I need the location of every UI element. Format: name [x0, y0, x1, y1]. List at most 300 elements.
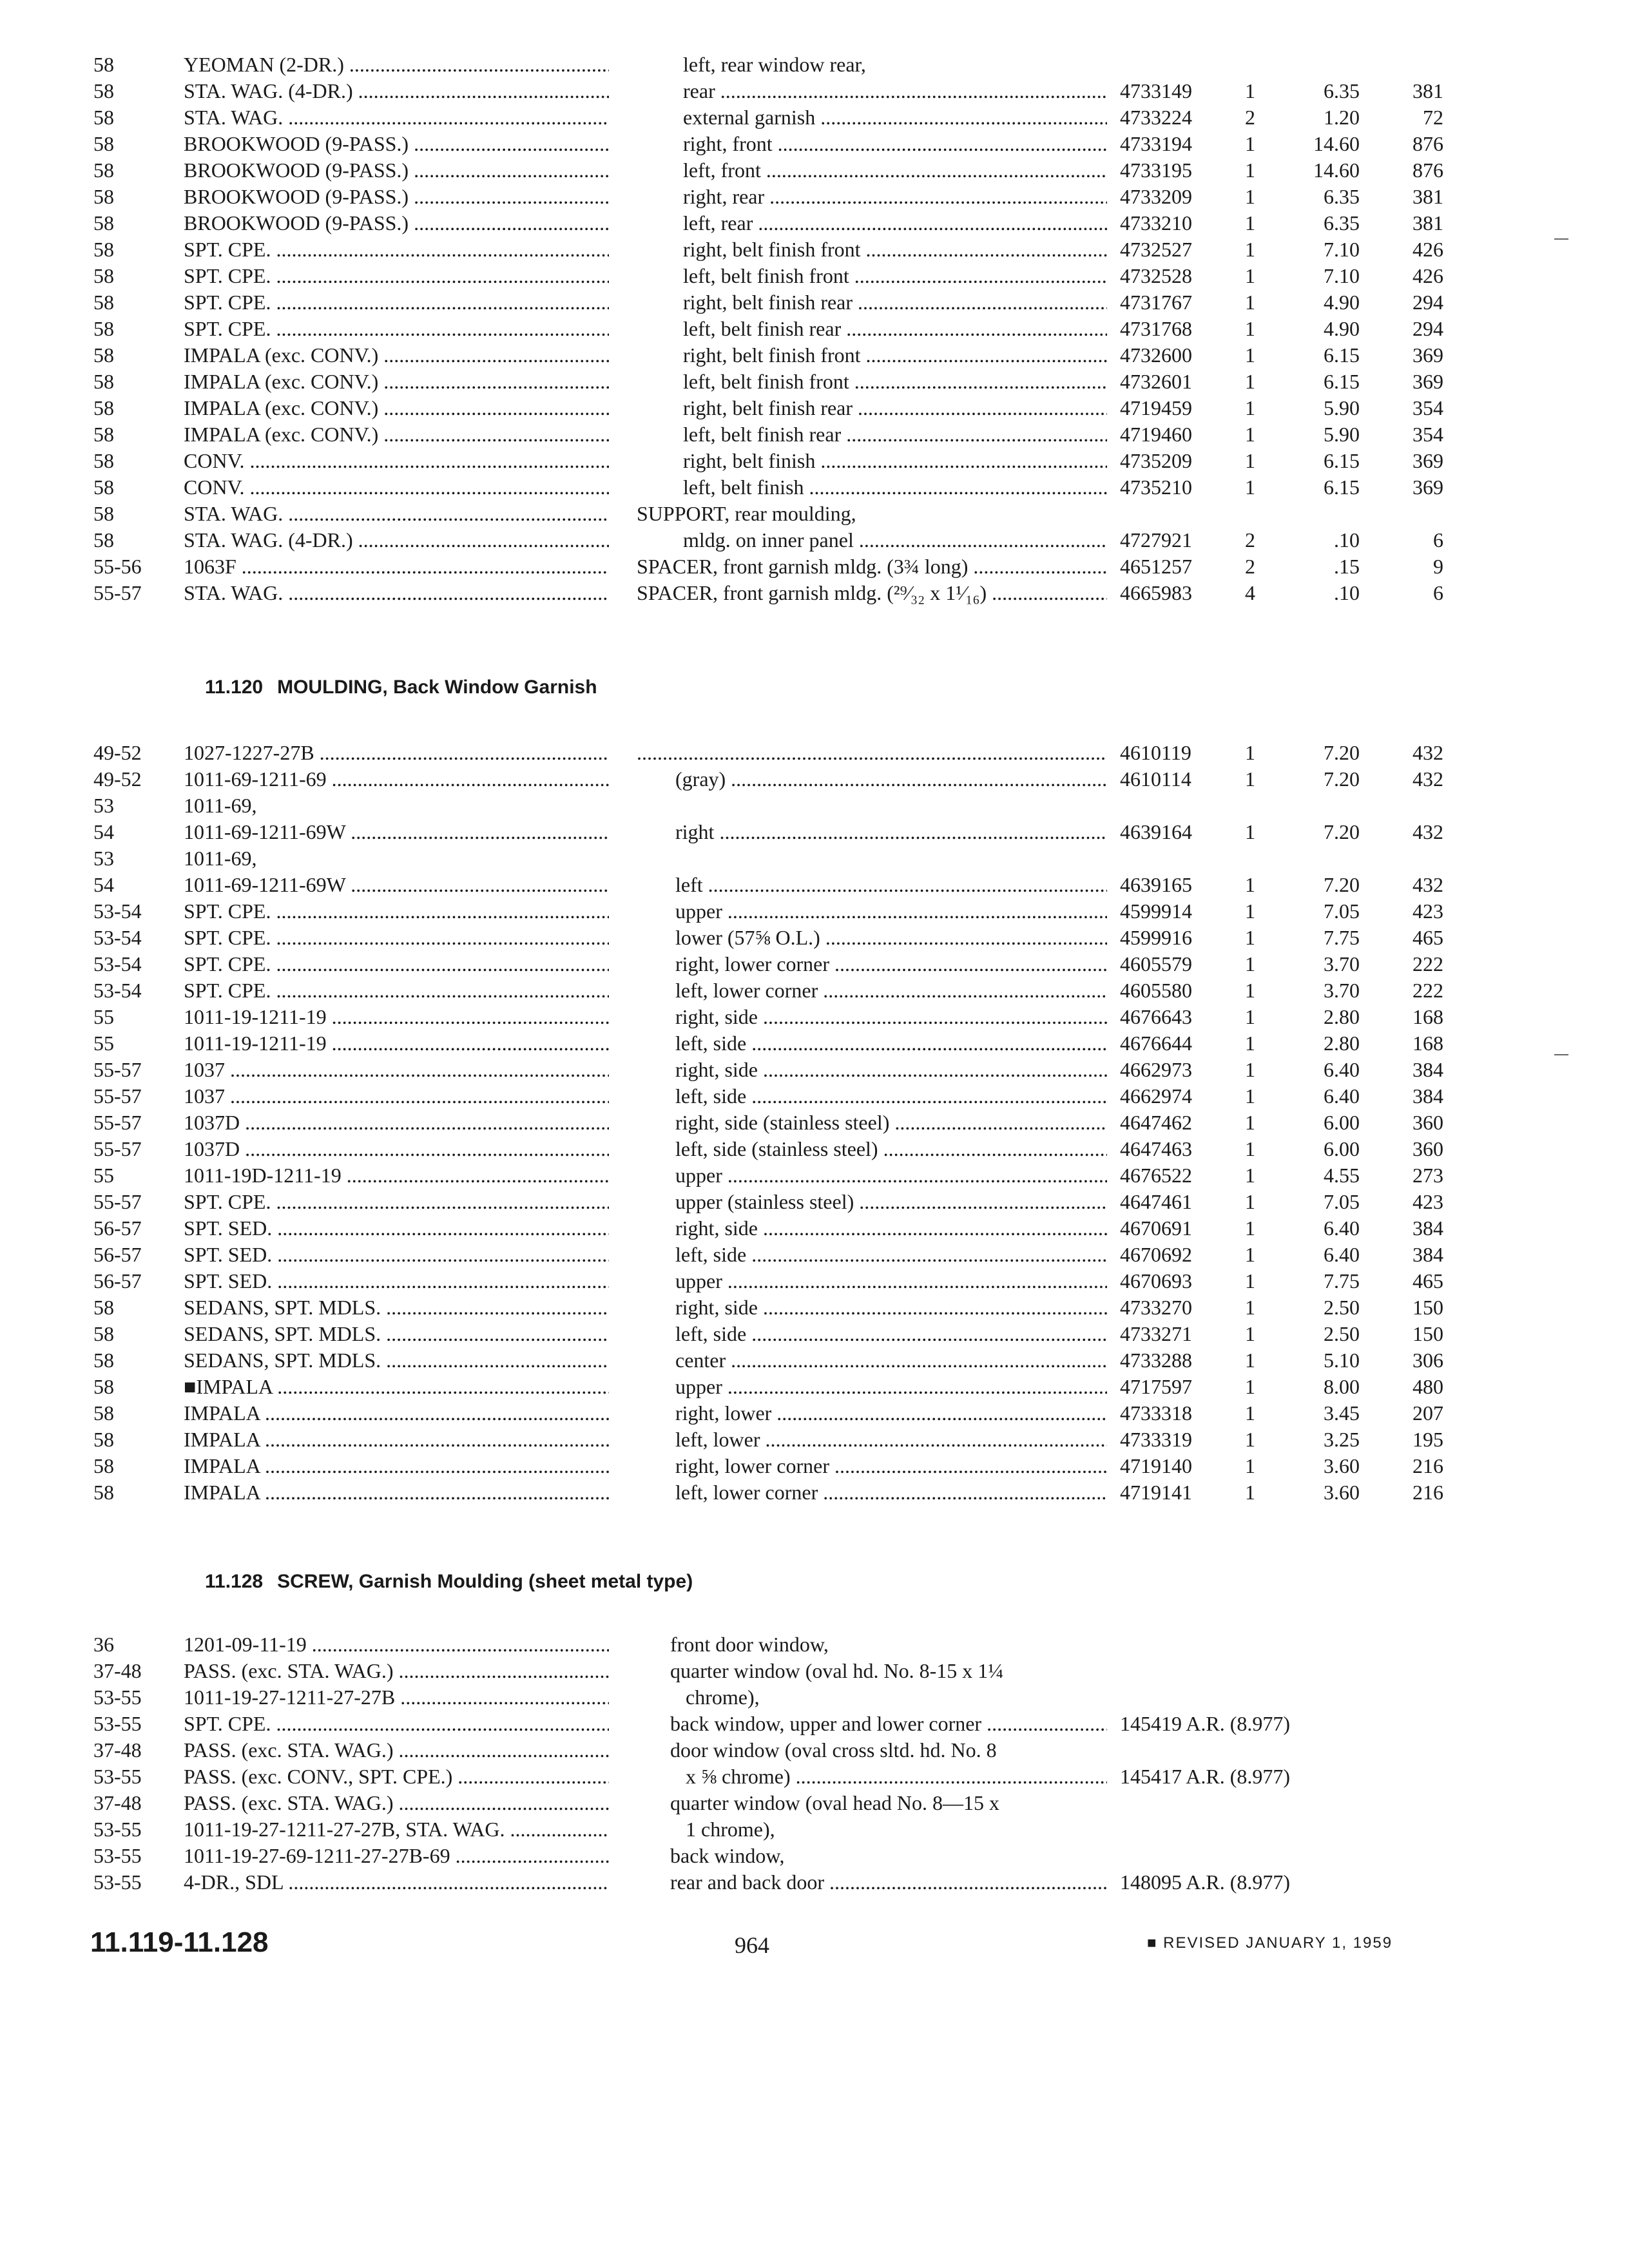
- list-cell: 222: [1412, 952, 1443, 975]
- quantity-cell: 1: [1245, 396, 1255, 419]
- list-cell: 432: [1412, 820, 1443, 843]
- model-cell: PASS. (exc. STA. WAG.) .....: [184, 1736, 609, 1764]
- year-cell: 58: [93, 132, 114, 155]
- year-cell: 55: [93, 1005, 114, 1028]
- list-cell: 384: [1412, 1058, 1443, 1081]
- ref-cell: 148095 A.R. (8.977): [1120, 1870, 1290, 1894]
- price-cell: 1.20: [1324, 106, 1360, 129]
- description-cell: right, side .....: [675, 1003, 1107, 1031]
- table-row: [0, 1868, 1629, 1896]
- quantity-cell: 1: [1245, 343, 1255, 367]
- year-cell: 58: [93, 528, 114, 552]
- price-cell: 3.25: [1324, 1428, 1360, 1451]
- quantity-cell: 4: [1245, 581, 1255, 604]
- price-cell: 5.90: [1324, 396, 1360, 419]
- table-row: [0, 1293, 1629, 1321]
- year-cell: 54: [93, 873, 114, 896]
- model-cell: STA. WAG. .....: [184, 579, 609, 607]
- part-number-cell: 4639165: [1120, 873, 1192, 896]
- quantity-cell: 1: [1245, 1164, 1255, 1187]
- price-cell: 7.20: [1324, 820, 1360, 843]
- list-cell: 195: [1412, 1428, 1443, 1451]
- model-cell: IMPALA .....: [184, 1478, 609, 1506]
- price-cell: 5.90: [1324, 423, 1360, 446]
- price-cell: 2.80: [1324, 1005, 1360, 1028]
- year-cell: 55-57: [93, 1084, 142, 1108]
- part-number-cell: 4670692: [1120, 1243, 1192, 1266]
- description-cell: right, front .....: [683, 130, 1107, 158]
- price-cell: 6.35: [1324, 211, 1360, 235]
- price-cell: .10: [1334, 528, 1360, 552]
- part-number-cell: 4732601: [1120, 370, 1192, 393]
- price-cell: 7.05: [1324, 899, 1360, 923]
- description-cell: upper .....: [675, 897, 1107, 925]
- description-cell: 1 chrome),: [686, 1818, 775, 1841]
- list-cell: 465: [1412, 1269, 1443, 1293]
- table-row: [0, 1082, 1629, 1110]
- model-cell: SPT. SED. .....: [184, 1214, 609, 1242]
- price-cell: 7.20: [1324, 767, 1360, 791]
- part-number-cell: 4719141: [1120, 1481, 1192, 1504]
- price-cell: 5.10: [1324, 1349, 1360, 1372]
- table-row: [0, 156, 1629, 184]
- table-row: [0, 235, 1629, 264]
- model-cell: 1011-69,: [184, 794, 257, 817]
- table-row: [0, 897, 1629, 925]
- table-row: [0, 1267, 1629, 1295]
- part-number-cell: 4733149: [1120, 79, 1192, 102]
- list-cell: 432: [1412, 873, 1443, 896]
- price-cell: 6.35: [1324, 185, 1360, 208]
- price-cell: 3.70: [1324, 979, 1360, 1002]
- section-heading-11-128: [205, 1571, 693, 1593]
- description-cell: right, lower corner .....: [675, 950, 1107, 978]
- year-cell: 53-54: [93, 979, 142, 1002]
- price-cell: 7.10: [1324, 264, 1360, 287]
- part-number-cell: 4605580: [1120, 979, 1192, 1002]
- table-row: [0, 288, 1629, 316]
- model-cell: 1011-19D-1211-19 .....: [184, 1161, 609, 1189]
- description-cell: mldg. on inner panel .....: [683, 526, 1107, 554]
- model-cell: PASS. (exc. CONV., SPT. CPE.) .....: [184, 1762, 609, 1791]
- table-row: [0, 1841, 1629, 1870]
- price-cell: 6.40: [1324, 1058, 1360, 1081]
- description-cell: left, lower .....: [675, 1425, 1107, 1454]
- table-row: [0, 182, 1629, 211]
- quantity-cell: 1: [1245, 1454, 1255, 1477]
- quantity-cell: 1: [1245, 1190, 1255, 1213]
- price-cell: 2.50: [1324, 1296, 1360, 1319]
- year-cell: 53: [93, 847, 114, 870]
- model-cell: 1011-69-1211-69 .....: [184, 765, 609, 793]
- table-row: [0, 1425, 1629, 1454]
- year-cell: 58: [93, 1296, 114, 1319]
- list-cell: 360: [1412, 1111, 1443, 1134]
- price-cell: .15: [1334, 555, 1360, 578]
- quantity-cell: 1: [1245, 1137, 1255, 1160]
- part-number-cell: 4717597: [1120, 1375, 1192, 1398]
- model-cell: 1037D .....: [184, 1135, 609, 1163]
- model-cell: SPT. CPE. .....: [184, 897, 609, 925]
- year-cell: 53-55: [93, 1712, 142, 1735]
- model-cell: IMPALA (exc. CONV.) .....: [184, 341, 609, 369]
- model-cell: IMPALA .....: [184, 1399, 609, 1427]
- quantity-cell: 1: [1245, 873, 1255, 896]
- price-cell: 6.15: [1324, 449, 1360, 472]
- margin-mark: [1554, 238, 1568, 240]
- margin-mark: [1554, 1054, 1568, 1055]
- model-cell: SPT. SED. .....: [184, 1240, 609, 1269]
- list-cell: 294: [1412, 317, 1443, 340]
- year-cell: 58: [93, 476, 114, 499]
- description-cell: SPACER, front garnish mldg. (3¾ long) .....: [637, 552, 1107, 581]
- table-row: [0, 738, 1629, 767]
- table-row: [0, 1029, 1629, 1057]
- table-row: [0, 1789, 1629, 1817]
- year-cell: 58: [93, 185, 114, 208]
- description-cell: door window (oval cross sltd. hd. No. 8: [670, 1738, 997, 1762]
- price-cell: 7.10: [1324, 238, 1360, 261]
- part-number-cell: 4735210: [1120, 476, 1192, 499]
- quantity-cell: 1: [1245, 423, 1255, 446]
- description-cell: quarter window (oval head No. 8—15 x: [670, 1791, 999, 1814]
- part-number-cell: 4733194: [1120, 132, 1192, 155]
- price-cell: 6.00: [1324, 1111, 1360, 1134]
- table-row: [0, 1161, 1629, 1189]
- quantity-cell: 1: [1245, 820, 1255, 843]
- table-row: [0, 1399, 1629, 1427]
- description-cell: left, side .....: [675, 1320, 1107, 1348]
- model-cell: 1063F .....: [184, 552, 609, 581]
- quantity-cell: 1: [1245, 1005, 1255, 1028]
- part-number-cell: 4605579: [1120, 952, 1192, 975]
- year-cell: 58: [93, 1428, 114, 1451]
- description-cell: left, belt finish .....: [683, 473, 1107, 501]
- quantity-cell: 1: [1245, 1111, 1255, 1134]
- part-number-cell: 4733318: [1120, 1401, 1192, 1425]
- part-number-cell: 4665983: [1120, 581, 1192, 604]
- table-row: [0, 130, 1629, 158]
- price-cell: 3.60: [1324, 1481, 1360, 1504]
- model-cell: STA. WAG. .....: [184, 499, 609, 528]
- table-row: [0, 1657, 1629, 1685]
- table-row: [0, 420, 1629, 448]
- model-cell: 1037 .....: [184, 1055, 609, 1084]
- model-cell: 4-DR., SDL .....: [184, 1868, 609, 1896]
- description-cell: chrome),: [686, 1686, 760, 1709]
- model-cell: IMPALA .....: [184, 1425, 609, 1454]
- quantity-cell: 1: [1245, 449, 1255, 472]
- price-cell: 7.20: [1324, 873, 1360, 896]
- table-row: [0, 50, 1629, 79]
- part-number-cell: 4647461: [1120, 1190, 1192, 1213]
- table-row: [0, 1762, 1629, 1791]
- year-cell: 58: [93, 370, 114, 393]
- description-cell: quarter window (oval hd. No. 8-15 x 1¼: [670, 1659, 1004, 1682]
- year-cell: 58: [93, 1481, 114, 1504]
- price-cell: 3.70: [1324, 952, 1360, 975]
- model-cell: IMPALA (exc. CONV.) .....: [184, 394, 609, 422]
- model-cell: 1011-69-1211-69W .....: [184, 818, 609, 846]
- description-cell: left, rear .....: [683, 209, 1107, 237]
- description-cell: center .....: [675, 1346, 1107, 1374]
- quantity-cell: 1: [1245, 185, 1255, 208]
- price-cell: 6.15: [1324, 370, 1360, 393]
- price-cell: 3.60: [1324, 1454, 1360, 1477]
- part-number-cell: 4599916: [1120, 926, 1192, 949]
- price-cell: 6.00: [1324, 1137, 1360, 1160]
- part-number-cell: 4676643: [1120, 1005, 1192, 1028]
- description-cell: left, rear window rear,: [683, 53, 866, 76]
- quantity-cell: 1: [1245, 1058, 1255, 1081]
- list-cell: 369: [1412, 476, 1443, 499]
- description-cell: SUPPORT, rear moulding,: [637, 502, 856, 525]
- part-number-cell: 4733271: [1120, 1322, 1192, 1345]
- year-cell: 58: [93, 159, 114, 182]
- table-row: [0, 1736, 1629, 1764]
- page-number: 964: [735, 1932, 769, 1958]
- model-cell: SPT. CPE. .....: [184, 235, 609, 264]
- quantity-cell: 1: [1245, 1428, 1255, 1451]
- model-cell: IMPALA .....: [184, 1452, 609, 1480]
- quantity-cell: 1: [1245, 317, 1255, 340]
- year-cell: 55: [93, 1164, 114, 1187]
- description-cell: upper .....: [675, 1161, 1107, 1189]
- quantity-cell: 1: [1245, 1349, 1255, 1372]
- description-cell: left, side .....: [675, 1082, 1107, 1110]
- table-row: [0, 77, 1629, 105]
- table-row: [0, 341, 1629, 369]
- year-cell: 58: [93, 53, 114, 76]
- price-cell: 7.75: [1324, 1269, 1360, 1293]
- model-cell: PASS. (exc. STA. WAG.) .....: [184, 1789, 609, 1817]
- model-cell: SEDANS, SPT. MDLS. .....: [184, 1346, 609, 1374]
- quantity-cell: 1: [1245, 1322, 1255, 1345]
- year-cell: 53-54: [93, 899, 142, 923]
- year-cell: 58: [93, 106, 114, 129]
- year-cell: 53: [93, 794, 114, 817]
- description-cell: right, belt finish rear .....: [683, 288, 1107, 316]
- description-cell: lower (57⅝ O.L.) .....: [675, 923, 1107, 952]
- description-cell: left, belt finish rear .....: [683, 420, 1107, 448]
- list-cell: 381: [1412, 79, 1443, 102]
- model-cell: 1011-19-1211-19 .....: [184, 1003, 609, 1031]
- list-cell: 273: [1412, 1164, 1443, 1187]
- year-cell: 56-57: [93, 1269, 142, 1293]
- quantity-cell: 1: [1245, 476, 1255, 499]
- year-cell: 49-52: [93, 741, 142, 764]
- section-number: 11.120: [205, 677, 264, 698]
- year-cell: 58: [93, 423, 114, 446]
- description-cell: upper .....: [675, 1372, 1107, 1401]
- price-cell: .10: [1334, 581, 1360, 604]
- part-number-cell: 4733270: [1120, 1296, 1192, 1319]
- model-cell: SPT. CPE. .....: [184, 1187, 609, 1216]
- price-cell: 7.75: [1324, 926, 1360, 949]
- model-cell: SPT. CPE. .....: [184, 262, 609, 290]
- list-cell: 426: [1412, 238, 1443, 261]
- table-row: [0, 262, 1629, 290]
- list-cell: 381: [1412, 185, 1443, 208]
- quantity-cell: 1: [1245, 264, 1255, 287]
- year-cell: 58: [93, 211, 114, 235]
- table-row: [0, 1240, 1629, 1269]
- description-cell: right, belt finish .....: [683, 447, 1107, 475]
- year-cell: 56-57: [93, 1243, 142, 1266]
- quantity-cell: 1: [1245, 1243, 1255, 1266]
- list-cell: 465: [1412, 926, 1443, 949]
- description-cell: right, rear .....: [683, 182, 1107, 211]
- description-cell: right, belt finish front .....: [683, 235, 1107, 264]
- table-row: [0, 976, 1629, 1004]
- quantity-cell: 1: [1245, 1296, 1255, 1319]
- year-cell: 58: [93, 317, 114, 340]
- part-number-cell: 4610119: [1120, 741, 1191, 764]
- year-cell: 58: [93, 1322, 114, 1345]
- table-row: [0, 1108, 1629, 1137]
- year-cell: 55: [93, 1032, 114, 1055]
- list-cell: 354: [1412, 423, 1443, 446]
- part-number-cell: 4719140: [1120, 1454, 1192, 1477]
- table-row: [0, 870, 1629, 899]
- price-cell: 6.40: [1324, 1216, 1360, 1240]
- list-cell: 423: [1412, 1190, 1443, 1213]
- list-cell: 426: [1412, 264, 1443, 287]
- price-cell: 2.80: [1324, 1032, 1360, 1055]
- year-cell: 58: [93, 1375, 114, 1398]
- part-number-cell: 4733209: [1120, 185, 1192, 208]
- quantity-cell: 1: [1245, 132, 1255, 155]
- year-cell: 53-55: [93, 1844, 142, 1867]
- list-cell: 168: [1412, 1032, 1443, 1055]
- price-cell: 4.90: [1324, 317, 1360, 340]
- revised-date: ■ REVISED JANUARY 1, 1959: [1147, 1934, 1393, 1952]
- table-row: [0, 791, 1629, 820]
- list-cell: 432: [1412, 767, 1443, 791]
- price-cell: 6.40: [1324, 1084, 1360, 1108]
- model-cell: 1027-1227-27B .....: [184, 738, 609, 767]
- part-number-cell: 4662974: [1120, 1084, 1192, 1108]
- year-cell: 37-48: [93, 1738, 142, 1762]
- list-cell: 876: [1412, 159, 1443, 182]
- description-cell: back window, upper and lower corner .....: [670, 1709, 1107, 1738]
- list-cell: 369: [1412, 370, 1443, 393]
- year-cell: 53-54: [93, 926, 142, 949]
- description-cell: left, belt finish front .....: [683, 262, 1107, 290]
- part-number-cell: 4599914: [1120, 899, 1192, 923]
- description-cell: upper .....: [675, 1267, 1107, 1295]
- model-cell: BROOKWOOD (9-PASS.) .....: [184, 209, 609, 237]
- year-cell: 58: [93, 1454, 114, 1477]
- year-cell: 58: [93, 79, 114, 102]
- section-heading-11-120: [205, 677, 597, 698]
- price-cell: 6.40: [1324, 1243, 1360, 1266]
- list-cell: 150: [1412, 1296, 1443, 1319]
- year-cell: 55-57: [93, 1190, 142, 1213]
- quantity-cell: 1: [1245, 1216, 1255, 1240]
- price-cell: 7.05: [1324, 1190, 1360, 1213]
- description-cell: x ⅝ chrome) .....: [686, 1762, 1107, 1791]
- table-row: [0, 499, 1629, 528]
- year-cell: 49-52: [93, 767, 142, 791]
- quantity-cell: 1: [1245, 1401, 1255, 1425]
- description-cell: left, side (stainless steel) .....: [675, 1135, 1107, 1163]
- model-cell: 1037D .....: [184, 1108, 609, 1137]
- price-cell: 4.55: [1324, 1164, 1360, 1187]
- table-row: [0, 552, 1629, 581]
- list-cell: 207: [1412, 1401, 1443, 1425]
- list-cell: 360: [1412, 1137, 1443, 1160]
- model-cell: 1011-19-27-1211-27-27B .....: [184, 1683, 609, 1711]
- table-row: [0, 1372, 1629, 1401]
- quantity-cell: 1: [1245, 741, 1255, 764]
- year-cell: 54: [93, 820, 114, 843]
- table-row: [0, 579, 1629, 607]
- model-cell: SEDANS, SPT. MDLS. .....: [184, 1320, 609, 1348]
- list-cell: 6: [1433, 581, 1443, 604]
- table-row: [0, 526, 1629, 554]
- table-row: [0, 1452, 1629, 1480]
- model-cell: 1011-69-1211-69W .....: [184, 870, 609, 899]
- year-cell: 37-48: [93, 1791, 142, 1814]
- price-cell: 14.60: [1313, 132, 1360, 155]
- quantity-cell: 1: [1245, 1269, 1255, 1293]
- section-title: SCREW, Garnish Moulding (sheet metal type): [277, 1571, 693, 1592]
- table-row: [0, 1055, 1629, 1084]
- model-cell: 1011-19-27-69-1211-27-27B-69 .....: [184, 1841, 609, 1870]
- model-cell: SPT. CPE. .....: [184, 1709, 609, 1738]
- year-cell: 55-57: [93, 581, 142, 604]
- list-cell: 384: [1412, 1216, 1443, 1240]
- part-number-cell: 4733195: [1120, 159, 1192, 182]
- part-number-cell: 4610114: [1120, 767, 1191, 791]
- description-cell: right, lower .....: [675, 1399, 1107, 1427]
- table-row: [0, 923, 1629, 952]
- model-cell: SPT. CPE. .....: [184, 288, 609, 316]
- description-cell: right, side .....: [675, 1055, 1107, 1084]
- list-cell: 354: [1412, 396, 1443, 419]
- year-cell: 58: [93, 238, 114, 261]
- part-number-cell: 4727921: [1120, 528, 1192, 552]
- part-number-cell: 4719459: [1120, 396, 1192, 419]
- list-cell: 294: [1412, 291, 1443, 314]
- description-cell: left, lower corner .....: [675, 1478, 1107, 1506]
- price-cell: 7.20: [1324, 741, 1360, 764]
- model-cell: ■IMPALA .....: [184, 1372, 609, 1401]
- model-cell: BROOKWOOD (9-PASS.) .....: [184, 130, 609, 158]
- model-cell: BROOKWOOD (9-PASS.) .....: [184, 182, 609, 211]
- quantity-cell: 1: [1245, 1375, 1255, 1398]
- list-cell: 384: [1412, 1084, 1443, 1108]
- part-number-cell: 4651257: [1120, 555, 1192, 578]
- year-cell: 55-57: [93, 1111, 142, 1134]
- description-cell: [637, 738, 1107, 767]
- part-number-cell: 4639164: [1120, 820, 1192, 843]
- table-row: [0, 765, 1629, 793]
- table-row: [0, 103, 1629, 131]
- table-row: [0, 1683, 1629, 1711]
- part-number-cell: 4647462: [1120, 1111, 1192, 1134]
- price-cell: 6.35: [1324, 79, 1360, 102]
- quantity-cell: 1: [1245, 159, 1255, 182]
- part-number-cell: 4676644: [1120, 1032, 1192, 1055]
- quantity-cell: 1: [1245, 238, 1255, 261]
- description-cell: rear .....: [683, 77, 1107, 105]
- table-row: [0, 1135, 1629, 1163]
- part-number-cell: 4732528: [1120, 264, 1192, 287]
- part-number-cell: 4732527: [1120, 238, 1192, 261]
- part-number-cell: 4662973: [1120, 1058, 1192, 1081]
